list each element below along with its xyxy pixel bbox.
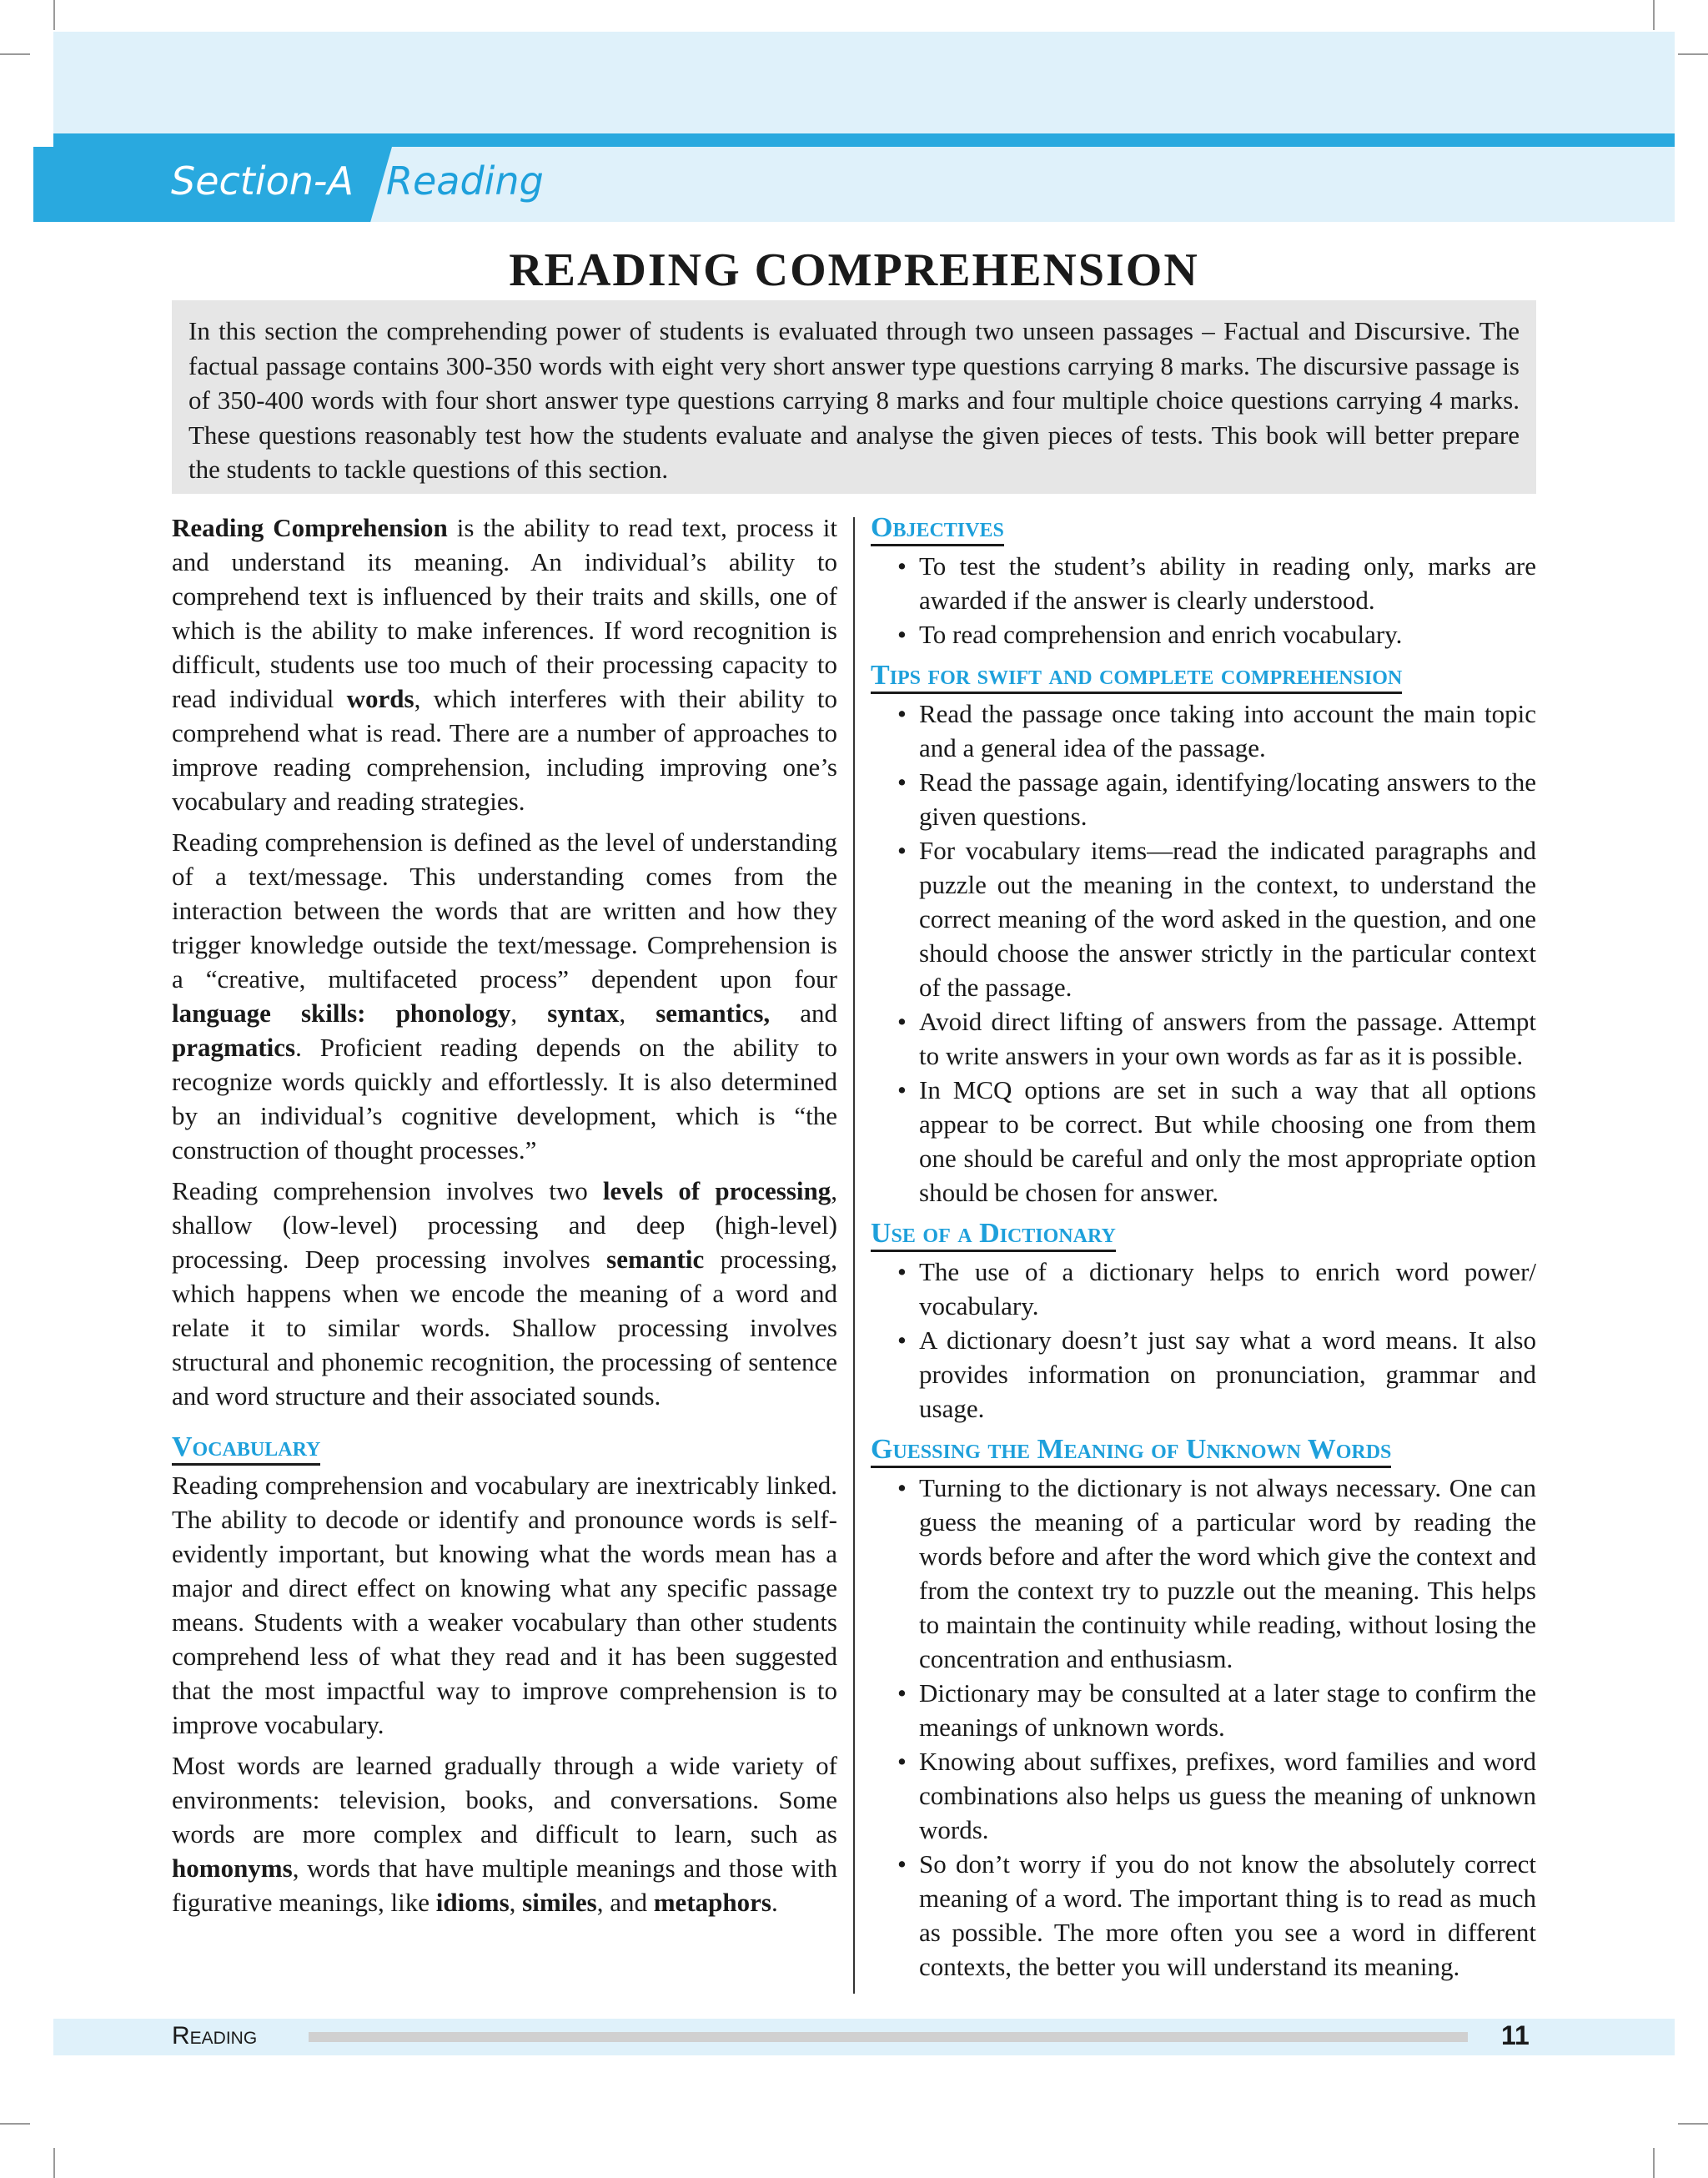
- heading-text: Guessing the Meaning of Unknown Words: [871, 1434, 1391, 1468]
- page-title: READING COMPREHENSION: [509, 244, 1199, 296]
- list-item: • To read comprehension and enrich vocabulary.: [871, 617, 1536, 651]
- paragraph: [172, 511, 837, 818]
- crop-mark: [1678, 53, 1708, 55]
- intro-text: In this section the comprehending power of students is evaluated through two unseen passages – Factual and Discursive. The factual passage contains 300-350 words with eight very short answer type questions carrying 8 marks. The discursive passage is of 350-400 words with four short answer type questions carrying 8 marks and four multiple choice questions carrying 4 marks. These questions reasonably test how the students evaluate and analyse the given pieces of tests. This book will better prepare the students to tackle questions of this section.: [188, 316, 1520, 484]
- bold-term: words: [346, 684, 414, 713]
- list-item: • So don’t worry if you do not know the absolutely correct meaning of a word. The important thing is to read as much as possible. The more often you see a word in different contexts, the better you will understand its meaning.: [871, 1847, 1536, 1984]
- paragraph: Reading comprehension and vocabulary are inextricably linked. The ability to decode or identify and pronounce words is self-evidently important, but knowing what the words mean has a major and direct effect on knowing what any specific passage means. Students with a weaker vocabulary than other students comprehend less of what they read and it has been suggested that the most impactful way to improve comprehension is to improve vocabulary.: [172, 1471, 837, 1739]
- text-run: , words that have multiple meanings and those with figurative meanings, like: [172, 1854, 837, 1917]
- bold-term: semantics,: [656, 998, 771, 1028]
- list-item: • The use of a dictionary helps to enrich word power/ vocabulary.: [871, 1255, 1536, 1323]
- text-run: .: [771, 1888, 778, 1917]
- text-run: Reading comprehension is defined as the level of understanding of a text/message. This understanding comes from the interaction between the words that are written and how they trigger knowledge outside the text/message. Comprehension is a “creative, multifaceted process” dependent upon four: [172, 827, 837, 993]
- dictionary-heading: [871, 1216, 1536, 1251]
- list-item: • Read the passage once taking into account the main topic and a general idea of the passage.: [871, 697, 1536, 765]
- text-run: , shallow (low-level) processing and deep (high-level) processing. Deep processing involves: [172, 1176, 838, 1274]
- bold-term: pragmatics: [172, 1033, 296, 1062]
- bold-term: similes: [522, 1888, 597, 1917]
- bold-term: Reading Comprehension: [172, 513, 448, 542]
- objectives-heading: [871, 511, 1536, 546]
- list-item: • To test the student’s ability in reading only, marks are awarded if the answer is clearly understood.: [871, 549, 1536, 617]
- bold-term: levels of processing: [602, 1176, 831, 1205]
- bold-term: idioms: [435, 1888, 510, 1917]
- section-label: Section-A: [171, 158, 354, 204]
- bold-term: metaphors: [653, 1888, 771, 1917]
- bold-term: language skills: phonology: [172, 998, 511, 1028]
- crop-mark: [1653, 2148, 1655, 2178]
- list-item: • Turning to the dictionary is not always necessary. One can guess the meaning of a particular word by reading the words before and after the word which give the context and from the context try to puzzle out the meaning. This helps to maintain the continuity while reading, without losing the concentration and enthusiasm.: [871, 1471, 1536, 1676]
- heading-text: Vocabulary: [172, 1431, 320, 1466]
- text-run: is the ability to read text, process it and understand its meaning. An individual’s ability to comprehend text is influenced by their traits and skills, one of which is the ability to make inferences. If word recognition is difficult, students use too much of their processing capacity to read individual: [172, 513, 837, 713]
- crop-mark: [53, 0, 55, 30]
- text-run: processing, which happens when we encode the meaning of a word and relate it to similar words. Shallow processing involves structural and phonemic recognition, the processing of sentence and word structure and their associated sounds.: [172, 1245, 837, 1411]
- text-run: Most words are learned gradually through a wide variety of environments: television, books, and conversations. Some words are more complex and difficult to learn, such as: [172, 1751, 837, 1849]
- footer-label: Reading: [172, 2022, 258, 2050]
- list-item: • A dictionary doesn’t just say what a word means. It also provides information on pronunciation, grammar and usage.: [871, 1323, 1536, 1426]
- section-name: Reading: [386, 158, 544, 204]
- guessing-heading: [871, 1432, 1536, 1467]
- paragraph: [172, 825, 837, 1167]
- right-column: [871, 511, 1536, 1987]
- list-item: • Dictionary may be consulted at a later stage to confirm the meanings of unknown words.: [871, 1676, 1536, 1744]
- bold-term: homonyms: [172, 1854, 293, 1883]
- text-run: , and: [596, 1888, 654, 1917]
- crop-mark: [1678, 2123, 1708, 2125]
- bold-term: semantic: [606, 1245, 705, 1274]
- list-item: • In MCQ options are set in such a way that all options appear to be correct. But while choosing one from them one should be careful and only the most appropriate option should be chosen for answer.: [871, 1073, 1536, 1210]
- page-number: 11: [1501, 2020, 1530, 2050]
- left-column: [172, 511, 837, 1924]
- header-accent-line: [53, 133, 1675, 147]
- list-item: • Read the passage again, identifying/locating answers to the given questions.: [871, 765, 1536, 833]
- list-item: • Avoid direct lifting of answers from the passage. Attempt to write answers in your own words as far as it is possible.: [871, 1004, 1536, 1073]
- text-run: Reading comprehension involves two: [172, 1176, 603, 1205]
- objectives-list: [871, 549, 1536, 651]
- vocabulary-heading: [172, 1430, 837, 1465]
- text-run: ,: [619, 998, 656, 1028]
- text-run: ,: [509, 1888, 523, 1917]
- tips-heading: [871, 658, 1536, 693]
- dictionary-list: [871, 1255, 1536, 1426]
- crop-mark: [0, 2123, 30, 2125]
- bold-term: syntax: [547, 998, 620, 1028]
- intro-box: [172, 300, 1536, 494]
- heading-text: Objectives: [871, 512, 1004, 546]
- paragraph: [172, 1174, 837, 1413]
- guessing-list: [871, 1471, 1536, 1984]
- text-run: ,: [510, 998, 548, 1028]
- list-item: • Knowing about suffixes, prefixes, word families and word combinations also helps us guess the meaning of unknown words.: [871, 1744, 1536, 1847]
- paragraph: [172, 1748, 837, 1919]
- crop-mark: [1653, 0, 1655, 30]
- heading-text: Tips for swift and complete comprehension: [871, 660, 1402, 694]
- column-divider: [853, 517, 855, 1994]
- heading-text: Use of a Dictionary: [871, 1218, 1116, 1252]
- header-band: [53, 32, 1675, 135]
- footer-rule: [309, 2032, 1468, 2042]
- crop-mark: [53, 2148, 55, 2178]
- crop-mark: [0, 53, 30, 55]
- text-run: . Proficient reading depends on the ability to recognize words quickly and effortlessly. It is also determined by an individual’s cognitive development, which is “the construction of thought processes.”: [172, 1033, 837, 1164]
- text-run: and: [770, 998, 837, 1028]
- list-item: • For vocabulary items—read the indicated paragraphs and puzzle out the meaning in the context, to understand the correct meaning of the word asked in the question, and one should choose the answer strictly in the particular context of the passage.: [871, 833, 1536, 1004]
- tips-list: [871, 697, 1536, 1210]
- text-run: , which interferes with their ability to comprehend what is read. There are a number of approaches to improve reading comprehension, including improving one’s vocabulary and reading strategies.: [172, 684, 837, 816]
